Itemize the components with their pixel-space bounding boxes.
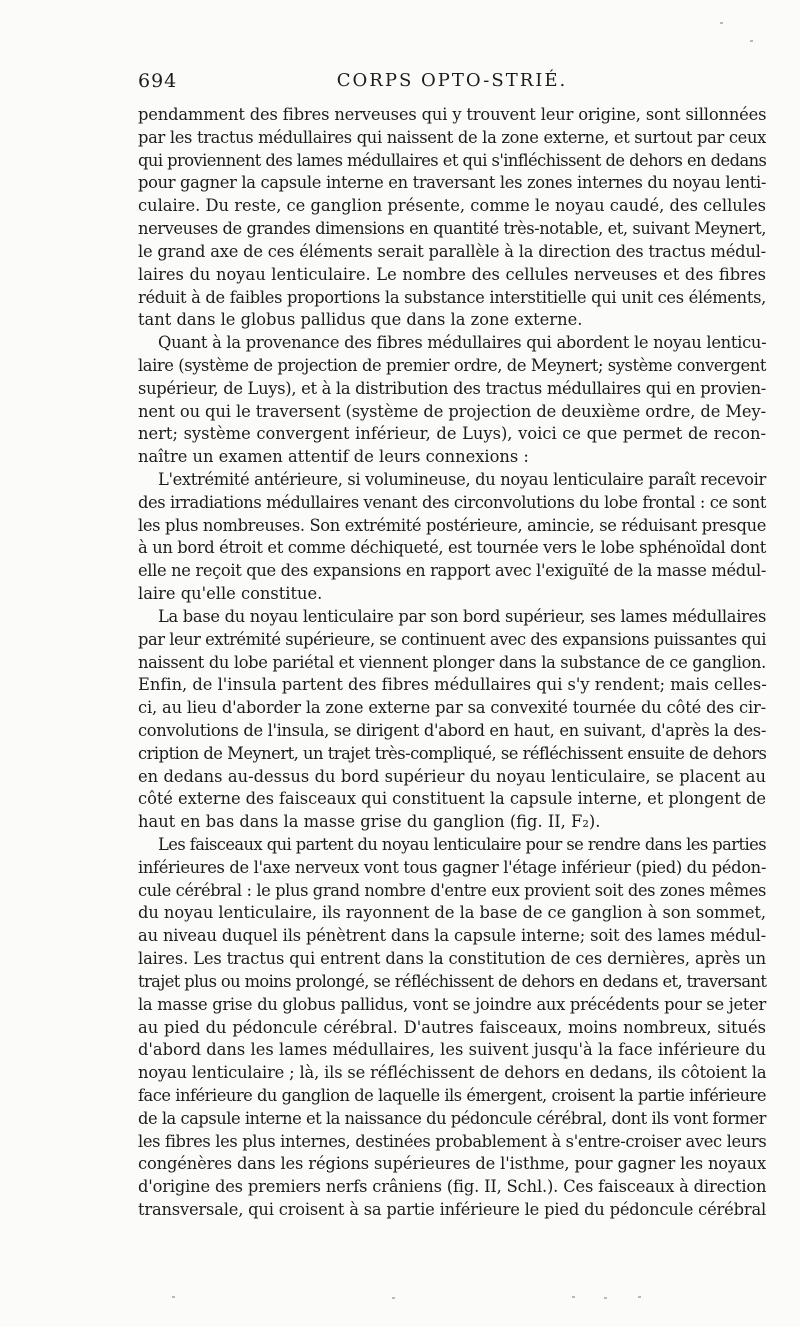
text-line: laires du noyau lenticulaire. Le nombre des cellules nerveuses et des fibres (138, 264, 766, 284)
text-line: trajet plus ou moins prolongé, se réfléchissent de dehors en dedans et, traversant (138, 971, 767, 991)
body-text (138, 104, 766, 1222)
scan-speck (638, 1296, 641, 1298)
text-line: laire qu'elle constitue. (138, 584, 323, 604)
text-line: ci, au lieu d'aborder la zone externe par sa convexité tournée du côté des cir- (138, 698, 766, 718)
text-line: de la capsule interne et la naissance du pédoncule cérébral, dont ils vont former (138, 1108, 766, 1128)
text-line: Enfin, de l'insula partent des fibres médullaires qui s'y rendent; mais celles- (138, 675, 767, 695)
text-line: noyau lenticulaire ; là, ils se réfléchissent de dehors en dedans, ils côtoient la (138, 1063, 767, 1083)
text-line: nert; système convergent inférieur, de Luys), voici ce que permet de recon- (138, 424, 766, 444)
text-line: convolutions de l'insula, se dirigent d'abord en haut, en suivant, d'après la des- (138, 720, 766, 740)
text-line: transversale, qui croisent à sa partie inférieure le pied du pédoncule cérébral (138, 1200, 766, 1219)
text-line: en dedans au-dessus du bord supérieur du noyau lenticulaire, se placent au (138, 766, 766, 786)
scan-speck (392, 1297, 395, 1299)
text-line: qui proviennent des lames médullaires et qui s'infléchissent de dehors en dedans (138, 150, 767, 170)
text-line: côté externe des faisceaux qui constituent la capsule interne, et plongent de (138, 789, 766, 809)
text-line: inférieures de l'axe nerveux vont tous gagner l'étage inférieur (pied) du pédon- (138, 857, 766, 877)
paragraph (138, 332, 766, 469)
text-line: pour gagner la capsule interne en traversant les zones internes du noyau lenti- (138, 173, 766, 193)
paragraph (138, 834, 766, 1222)
text-line: des irradiations médullaires venant des circonvolutions du lobe frontal : ce sont (138, 492, 766, 512)
paragraph (138, 606, 766, 834)
text-line: par les tractus médullaires qui naissent de la zone externe, et surtout par ceux (138, 127, 766, 147)
text-line: le grand axe de ces éléments serait parallèle à la direction des tractus médul- (138, 241, 766, 261)
paragraph (138, 469, 766, 606)
text-line: du noyau lenticulaire, ils rayonnent de la base de ce ganglion à son sommet, (138, 903, 766, 923)
text-line: par leur extrémité supérieure, se continuent avec des expansions puissantes qui (138, 629, 766, 649)
text-line: naissent du lobe pariétal et viennent plonger dans la substance de ce ganglion. (138, 652, 766, 672)
text-line: d'abord dans les lames médullaires, les suivent jusqu'à la face inférieure du (138, 1040, 766, 1060)
text-line: tant dans le globus pallidus que dans la zone externe. (138, 310, 583, 330)
text-line: laires. Les tractus qui entrent dans la constitution de ces dernières, après un (138, 949, 766, 969)
text-line: au pied du pédoncule cérébral. D'autres faisceaux, moins nombreux, situés (138, 1017, 766, 1037)
text-line: les fibres les plus internes, destinées probablement à s'entre-croiser avec leurs (138, 1131, 767, 1151)
text-line: les plus nombreuses. Son extrémité postérieure, amincie, se réduisant presque (138, 515, 766, 535)
text-line: L'extrémité antérieure, si volumineuse, du noyau lenticulaire paraît recevoir (158, 470, 766, 489)
text-line: la masse grise du globus pallidus, vont se joindre aux précédents pour se jeter (138, 994, 766, 1014)
text-line: La base du noyau lenticulaire par son bord supérieur, ses lames médullaires (158, 606, 766, 626)
running-title: CORPS OPTO-STRIÉ. (336, 70, 568, 91)
page-number: 694 (138, 70, 178, 92)
page-header (138, 70, 766, 96)
scan-speck (720, 22, 723, 24)
scan-speck (572, 1296, 575, 1298)
text-line: laire (système de projection de premier ordre, de Meynert; système convergent (138, 355, 766, 375)
scan-speck (604, 1297, 607, 1299)
text-line: congénères dans les régions supérieures de l'isthme, pour gagner les noyaux (138, 1154, 766, 1174)
text-line: Quant à la provenance des fibres médullaires qui abordent le noyau lenticu- (158, 333, 767, 353)
text-line: elle ne reçoit que des expansions en rapport avec l'exiguïté de la masse médul- (138, 561, 766, 581)
text-line: supérieur, de Luys), et à la distribution des tractus médullaires qui en provien- (138, 378, 767, 398)
text-line: nerveuses de grandes dimensions en quantité très-notable, et, suivant Meynert, (138, 219, 766, 239)
text-line: à un bord étroit et comme déchiqueté, est tournée vers le lobe sphénoïdal dont (138, 538, 766, 558)
text-line: cription de Meynert, un trajet très-compliqué, se réfléchissent ensuite de dehors (138, 743, 767, 763)
text-line: d'origine des premiers nerfs crâniens (fig. II, Schl.). Ces faisceaux à direction (138, 1177, 767, 1197)
text-line: pendamment des fibres nerveuses qui y trouvent leur origine, sont sillonnées (138, 105, 767, 124)
text-line: nent ou qui le traversent (système de projection de deuxième ordre, de Mey- (138, 401, 766, 421)
text-line: Les faisceaux qui partent du noyau lenticulaire pour se rendre dans les parties (158, 835, 766, 854)
text-line: haut en bas dans la masse grise du ganglion (fig. II, F₂). (138, 812, 601, 832)
scan-speck (172, 1296, 175, 1298)
text-line: au niveau duquel ils pénètrent dans la capsule interne; soit des lames médul- (138, 926, 766, 946)
text-line: naître un examen attentif de leurs connexions : (138, 447, 529, 467)
paragraph (138, 104, 766, 332)
text-line: réduit à de faibles proportions la substance interstitielle qui unit ces éléments, (138, 287, 766, 307)
scan-speck (750, 40, 753, 42)
text-line: face inférieure du ganglion de laquelle ils émergent, croisent la partie inférieure (138, 1085, 766, 1105)
text-line: culaire. Du reste, ce ganglion présente, comme le noyau caudé, des cellules (138, 196, 766, 216)
text-line: cule cérébral : le plus grand nombre d'entre eux provient soit des zones mêmes (138, 880, 766, 900)
